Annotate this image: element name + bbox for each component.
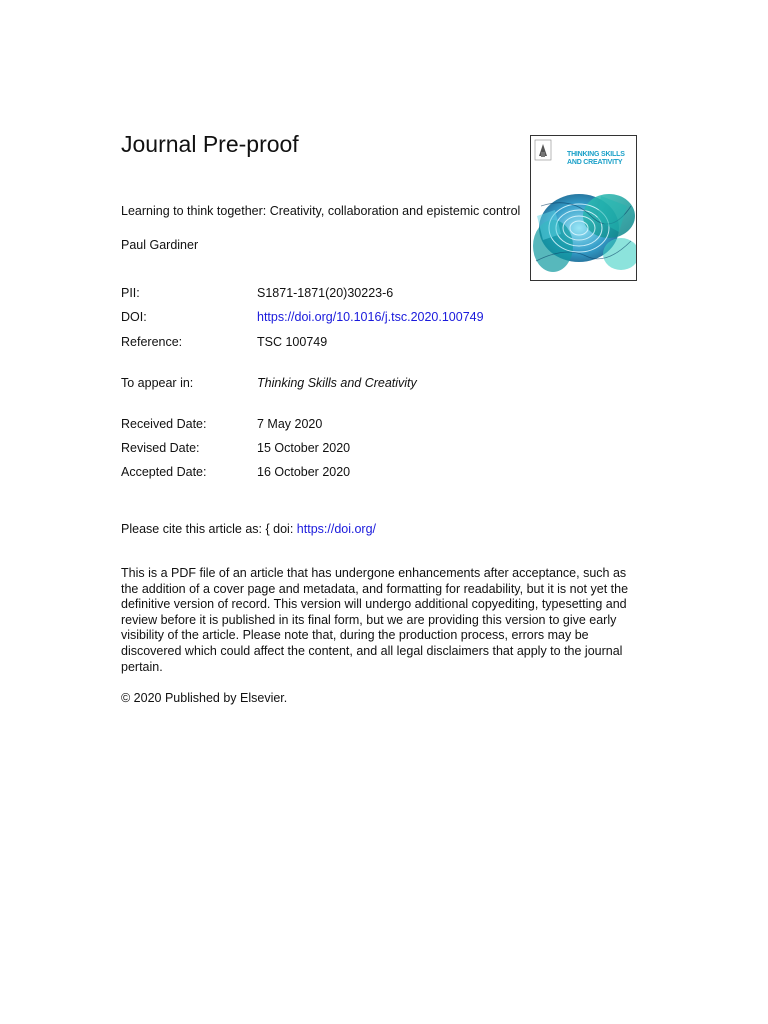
- citation-prefix: Please cite this article as: { doi:: [121, 522, 294, 536]
- revised-date-label: Revised Date:: [121, 441, 200, 455]
- pii-value: S1871-1871(20)30223-6: [257, 286, 394, 300]
- meta-row-revised: [121, 439, 641, 457]
- pii-label: PII:: [121, 286, 140, 300]
- journal-cover-image: [530, 135, 637, 281]
- meta-row-doi: [121, 308, 641, 326]
- meta-row-appear-in: [121, 374, 641, 392]
- received-date-label: Received Date:: [121, 417, 207, 431]
- received-date-value: 7 May 2020: [257, 417, 323, 431]
- reference-value: TSC 100749: [257, 335, 328, 349]
- meta-row-reference: [121, 333, 641, 351]
- reference-label: Reference:: [121, 335, 183, 349]
- meta-row-received: [121, 415, 641, 433]
- revised-date-value: 15 October 2020: [257, 441, 351, 455]
- citation-doi-link[interactable]: https://doi.org/: [296, 522, 377, 536]
- doi-link[interactable]: https://doi.org/10.1016/j.tsc.2020.100749: [257, 310, 484, 324]
- meta-row-accepted: [121, 463, 641, 481]
- page-title: Journal Pre-proof: [121, 131, 299, 157]
- accepted-date-label: Accepted Date:: [121, 465, 207, 479]
- copyright-notice: © 2020 Published by Elsevier.: [121, 691, 288, 705]
- citation-line: [121, 520, 376, 538]
- journal-name: Thinking Skills and Creativity: [257, 376, 417, 390]
- doi-label: DOI:: [121, 310, 147, 324]
- accepted-date-value: 16 October 2020: [257, 465, 351, 479]
- article-title: Learning to think together: Creativity, collaboration and epistemic control: [121, 204, 521, 218]
- cover-journal-title: THINKING SKILLS AND CREATIVITY: [567, 151, 625, 166]
- disclaimer-paragraph: This is a PDF file of an article that has undergone enhancements after acceptance, such as the addition of a cover page and metadata, and formatting for readability, but it is not yet the definitive version of record. This version will undergo additional copyediting, typesetting and review before it is published in its final form, but we are providing this version to give early visibility of the article. Please note that, during the production process, errors may be discovered which could affect the content, and all legal disclaimers that apply to the journal pertain.: [121, 566, 629, 674]
- meta-row-pii: [121, 284, 641, 302]
- article-author: Paul Gardiner: [121, 238, 199, 252]
- appear-in-label: To appear in:: [121, 376, 194, 390]
